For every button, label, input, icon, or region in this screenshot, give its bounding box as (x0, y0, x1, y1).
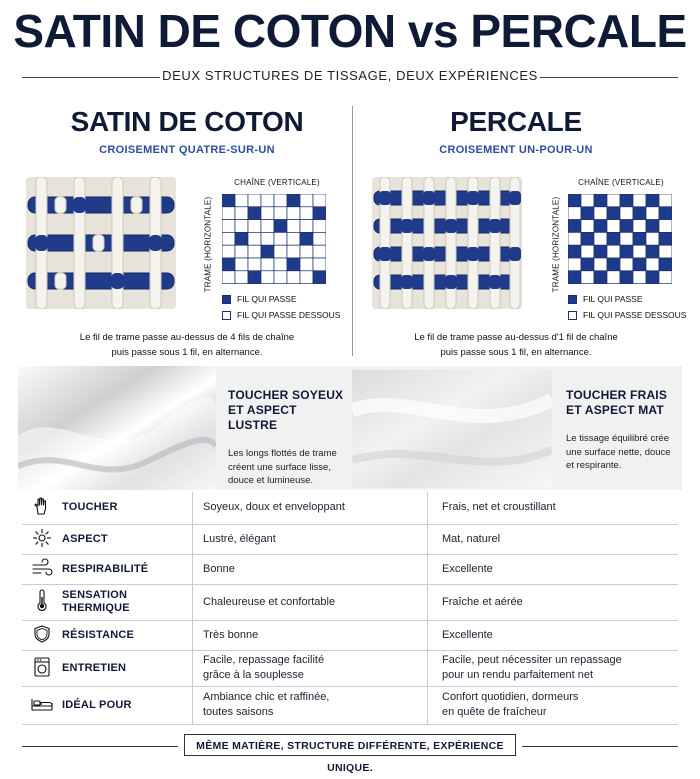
grid-cell (313, 271, 326, 284)
satin-texture-text (228, 388, 348, 488)
percale-legend-over (568, 294, 643, 304)
row-icon-cell (22, 492, 62, 524)
grid-cell (646, 207, 659, 220)
grid-cell (568, 194, 581, 207)
value-line: Confort quotidien, dormeurs (442, 691, 579, 703)
percale-grid-side-label: TRAME (HORIZONTALE) (551, 196, 561, 293)
row-icon-cell (22, 686, 62, 724)
caption-line: Le fil de trame passe au-dessus d'1 fil de chaîne (414, 332, 618, 343)
bed-icon (30, 694, 54, 714)
value-line: Chaleureuse et confortable (203, 595, 336, 608)
grid-cell (568, 220, 581, 233)
grid-cell (287, 245, 300, 258)
value-line: Très bonne (203, 628, 259, 641)
row-label-line: ENTRETIEN (62, 661, 127, 674)
grid-cell (300, 271, 313, 284)
grid-cell (274, 245, 287, 258)
grid-cell (248, 207, 261, 220)
row-label (62, 650, 193, 686)
grid-cell (607, 271, 620, 284)
grid-cell (248, 258, 261, 271)
grid-cell (287, 220, 300, 233)
row-label (62, 554, 193, 584)
hand-icon (32, 496, 52, 516)
caption-line: puis passe sous 1 fil, en alternance. (440, 347, 592, 358)
row-label-line: IDÉAL POUR (62, 698, 132, 711)
grid-cell (620, 271, 633, 284)
grid-cell (659, 232, 672, 245)
shield-icon (32, 624, 52, 644)
comparison-table (22, 492, 678, 725)
row-label (62, 620, 193, 650)
grid-cell (287, 232, 300, 245)
row-icon-cell (22, 650, 62, 686)
row-icon-cell (22, 554, 62, 584)
satin-value (193, 620, 428, 650)
grid-cell (261, 232, 274, 245)
texture-body: douce et lumineuse. (228, 475, 314, 486)
texture-body: et respirante. (566, 460, 622, 471)
row-icon-cell (22, 620, 62, 650)
page-subtitle: DEUX STRUCTURES DE TISSAGE, DEUX EXPÉRIENCES (162, 68, 538, 83)
grid-cell (248, 194, 261, 207)
grid-cell (594, 232, 607, 245)
grid-cell (568, 245, 581, 258)
grid-cell (620, 245, 633, 258)
grid-cell (274, 258, 287, 271)
grid-cell (313, 194, 326, 207)
grid-cell (607, 207, 620, 220)
satin-weave-grid (222, 194, 326, 284)
value-line: Frais, net et croustillant (442, 501, 556, 514)
legend-label: FIL QUI PASSE DESSOUS (237, 310, 341, 320)
value-line: Facile, repassage facilité (203, 654, 325, 666)
grid-cell (287, 194, 300, 207)
satin-caption (22, 330, 352, 360)
value-line: Excellente (442, 628, 493, 641)
grid-cell (287, 258, 300, 271)
legend-label: FIL QUI PASSE DESSOUS (583, 310, 687, 320)
percale-value (428, 620, 679, 650)
percale-texture-text (566, 388, 678, 473)
grid-cell (248, 220, 261, 233)
value-line: Excellente (442, 562, 493, 575)
grid-cell (581, 220, 594, 233)
grid-cell (581, 207, 594, 220)
satin-value (193, 554, 428, 584)
value-line: toutes saisons (203, 706, 274, 718)
grid-cell (274, 207, 287, 220)
texture-title: TOUCHER SOYEUX (228, 388, 344, 402)
grid-cell (261, 271, 274, 284)
value-line: Bonne (203, 562, 235, 575)
percale-fabric-photo (352, 370, 552, 488)
row-label-line: RESPIRABILITÉ (62, 562, 149, 575)
grid-cell (620, 194, 633, 207)
texture-title: ET ASPECT MAT (566, 403, 664, 417)
grid-cell (633, 258, 646, 271)
divider (522, 746, 678, 747)
divider (540, 77, 678, 78)
grid-cell (568, 258, 581, 271)
table-row (22, 554, 678, 584)
grid-cell (222, 271, 235, 284)
grid-cell (607, 194, 620, 207)
row-label-line: RÉSISTANCE (62, 628, 135, 641)
grid-cell (222, 194, 235, 207)
texture-title: TOUCHER FRAIS (566, 388, 668, 402)
grid-cell (274, 220, 287, 233)
percale-value (428, 584, 679, 620)
satin-subtitle: CROISEMENT QUATRE-SUR-UN (99, 144, 275, 156)
percale-value (428, 686, 679, 724)
filled-swatch-icon (568, 295, 577, 304)
row-label (62, 492, 193, 524)
value-line: Fraîche et aérée (442, 595, 523, 608)
grid-cell (659, 245, 672, 258)
percale-weave-illustration (372, 177, 522, 309)
grid-cell (313, 245, 326, 258)
grid-cell (633, 220, 646, 233)
percale-value (428, 492, 679, 524)
satin-weave-illustration (26, 177, 176, 309)
subtitle-row (22, 66, 678, 88)
grid-cell (659, 271, 672, 284)
value-line: Facile, peut nécessiter un repassage (442, 654, 622, 666)
grid-cell (300, 194, 313, 207)
table-row (22, 650, 678, 686)
caption-line: Le fil de trame passe au-dessus de 4 fils de chaîne (79, 332, 295, 343)
satin-value (193, 584, 428, 620)
grid-cell (607, 220, 620, 233)
grid-cell (248, 232, 261, 245)
satin-fabric-photo (18, 366, 216, 490)
grid-cell (620, 258, 633, 271)
caption-line: puis passe sous 1 fil, en alternance. (111, 347, 263, 358)
percale-weave-grid (568, 194, 672, 284)
sun-icon (32, 528, 52, 548)
grid-cell (633, 207, 646, 220)
grid-cell (646, 194, 659, 207)
grid-cell (620, 207, 633, 220)
grid-cell (248, 271, 261, 284)
row-label-line: TOUCHER (62, 501, 118, 514)
grid-cell (646, 220, 659, 233)
value-line: Mat, naturel (442, 532, 501, 545)
grid-cell (594, 207, 607, 220)
texture-title: ET ASPECT LUSTRE (228, 403, 297, 432)
table-row (22, 686, 678, 724)
table-row (22, 492, 678, 524)
grid-cell (287, 207, 300, 220)
value-line: Ambiance chic et raffinée, (203, 691, 330, 703)
texture-body: créent une surface lisse, (228, 461, 331, 473)
grid-cell (261, 194, 274, 207)
grid-cell (313, 207, 326, 220)
empty-swatch-icon (222, 311, 231, 320)
texture-body: une surface nette, douce (566, 446, 671, 458)
row-label (62, 686, 193, 724)
footer (22, 734, 678, 774)
grid-cell (659, 220, 672, 233)
satin-value (193, 492, 428, 524)
percale-title: PERCALE (450, 106, 582, 137)
grid-cell (594, 220, 607, 233)
value-line: Lustré, élégant (203, 532, 276, 545)
grid-cell (235, 194, 248, 207)
grid-cell (568, 232, 581, 245)
grid-cell (235, 245, 248, 258)
grid-cell (633, 245, 646, 258)
grid-cell (607, 232, 620, 245)
grid-cell (633, 271, 646, 284)
grid-cell (222, 232, 235, 245)
grid-cell (659, 207, 672, 220)
wind-icon (31, 558, 53, 578)
grid-cell (646, 232, 659, 245)
filled-swatch-icon (222, 295, 231, 304)
grid-cell (594, 271, 607, 284)
value-line: grâce à la souplesse (203, 669, 304, 681)
grid-cell (659, 258, 672, 271)
page-title: SATIN DE COTON vs PERCALE (13, 5, 687, 57)
grid-cell (235, 207, 248, 220)
grid-cell (235, 232, 248, 245)
legend-label: FIL QUI PASSE (237, 294, 297, 304)
grid-cell (261, 207, 274, 220)
grid-cell (222, 245, 235, 258)
texture-body: Le tissage équilibré crée (566, 433, 669, 444)
grid-cell (620, 220, 633, 233)
grid-cell (568, 271, 581, 284)
thermometer-icon (32, 589, 52, 613)
satin-title: SATIN DE COTON (70, 106, 304, 137)
washing-machine-icon (32, 656, 52, 678)
satin-value (193, 650, 428, 686)
row-label-line: ASPECT (62, 532, 108, 545)
value-line: Soyeux, doux et enveloppant (203, 501, 345, 514)
row-icon-cell (22, 524, 62, 554)
percale-value (428, 554, 679, 584)
grid-cell (235, 271, 248, 284)
grid-cell (581, 245, 594, 258)
percale-caption (352, 330, 680, 360)
grid-cell (594, 194, 607, 207)
table-row (22, 620, 678, 650)
percale-value (428, 650, 679, 686)
percale-value (428, 524, 679, 554)
grid-cell (300, 258, 313, 271)
grid-cell (646, 271, 659, 284)
texture-body: Les longs flottés de trame (228, 448, 337, 459)
grid-cell (261, 220, 274, 233)
grid-cell (235, 220, 248, 233)
value-line: en quête de fraîcheur (442, 706, 547, 718)
grid-cell (300, 245, 313, 258)
row-icon-cell (22, 584, 62, 620)
row-label-line: THERMIQUE (62, 602, 130, 614)
footer-tagline: MÊME MATIÈRE, STRUCTURE DIFFÉRENTE, EXPÉRIENCE UNIQUE. (184, 734, 516, 756)
percale-legend-under (568, 310, 686, 320)
grid-cell (581, 271, 594, 284)
grid-cell (313, 232, 326, 245)
satin-grid-side-label: TRAME (HORIZONTALE) (203, 196, 213, 293)
percale-grid-top-label: CHAÎNE (VERTICALE) (578, 178, 664, 187)
grid-cell (274, 194, 287, 207)
grid-cell (222, 258, 235, 271)
grid-cell (235, 258, 248, 271)
satin-legend-under (222, 310, 340, 320)
grid-cell (607, 258, 620, 271)
table-row (22, 524, 678, 554)
grid-cell (633, 232, 646, 245)
value-line: pour un rendu parfaitement net (442, 669, 594, 681)
grid-cell (300, 207, 313, 220)
grid-cell (594, 258, 607, 271)
row-label-line: SENSATION (62, 589, 128, 601)
grid-cell (261, 245, 274, 258)
grid-cell (248, 245, 261, 258)
grid-cell (646, 258, 659, 271)
legend-label: FIL QUI PASSE (583, 294, 643, 304)
grid-cell (313, 220, 326, 233)
table-row (22, 584, 678, 620)
percale-subtitle: CROISEMENT UN-POUR-UN (439, 144, 593, 156)
grid-cell (659, 194, 672, 207)
row-label (62, 524, 193, 554)
grid-cell (620, 232, 633, 245)
grid-cell (581, 258, 594, 271)
grid-cell (581, 194, 594, 207)
grid-cell (581, 232, 594, 245)
empty-swatch-icon (568, 311, 577, 320)
grid-cell (261, 258, 274, 271)
grid-cell (607, 245, 620, 258)
grid-cell (594, 245, 607, 258)
grid-cell (274, 271, 287, 284)
divider (22, 746, 178, 747)
grid-cell (313, 258, 326, 271)
grid-cell (633, 194, 646, 207)
satin-value (193, 524, 428, 554)
satin-grid-top-label: CHAÎNE (VERTICALE) (234, 178, 320, 187)
grid-cell (300, 220, 313, 233)
grid-cell (222, 220, 235, 233)
grid-cell (287, 271, 300, 284)
grid-cell (274, 232, 287, 245)
row-label (62, 584, 193, 620)
satin-legend-over (222, 294, 297, 304)
grid-cell (222, 207, 235, 220)
grid-cell (646, 245, 659, 258)
grid-cell (568, 207, 581, 220)
satin-value (193, 686, 428, 724)
grid-cell (300, 232, 313, 245)
